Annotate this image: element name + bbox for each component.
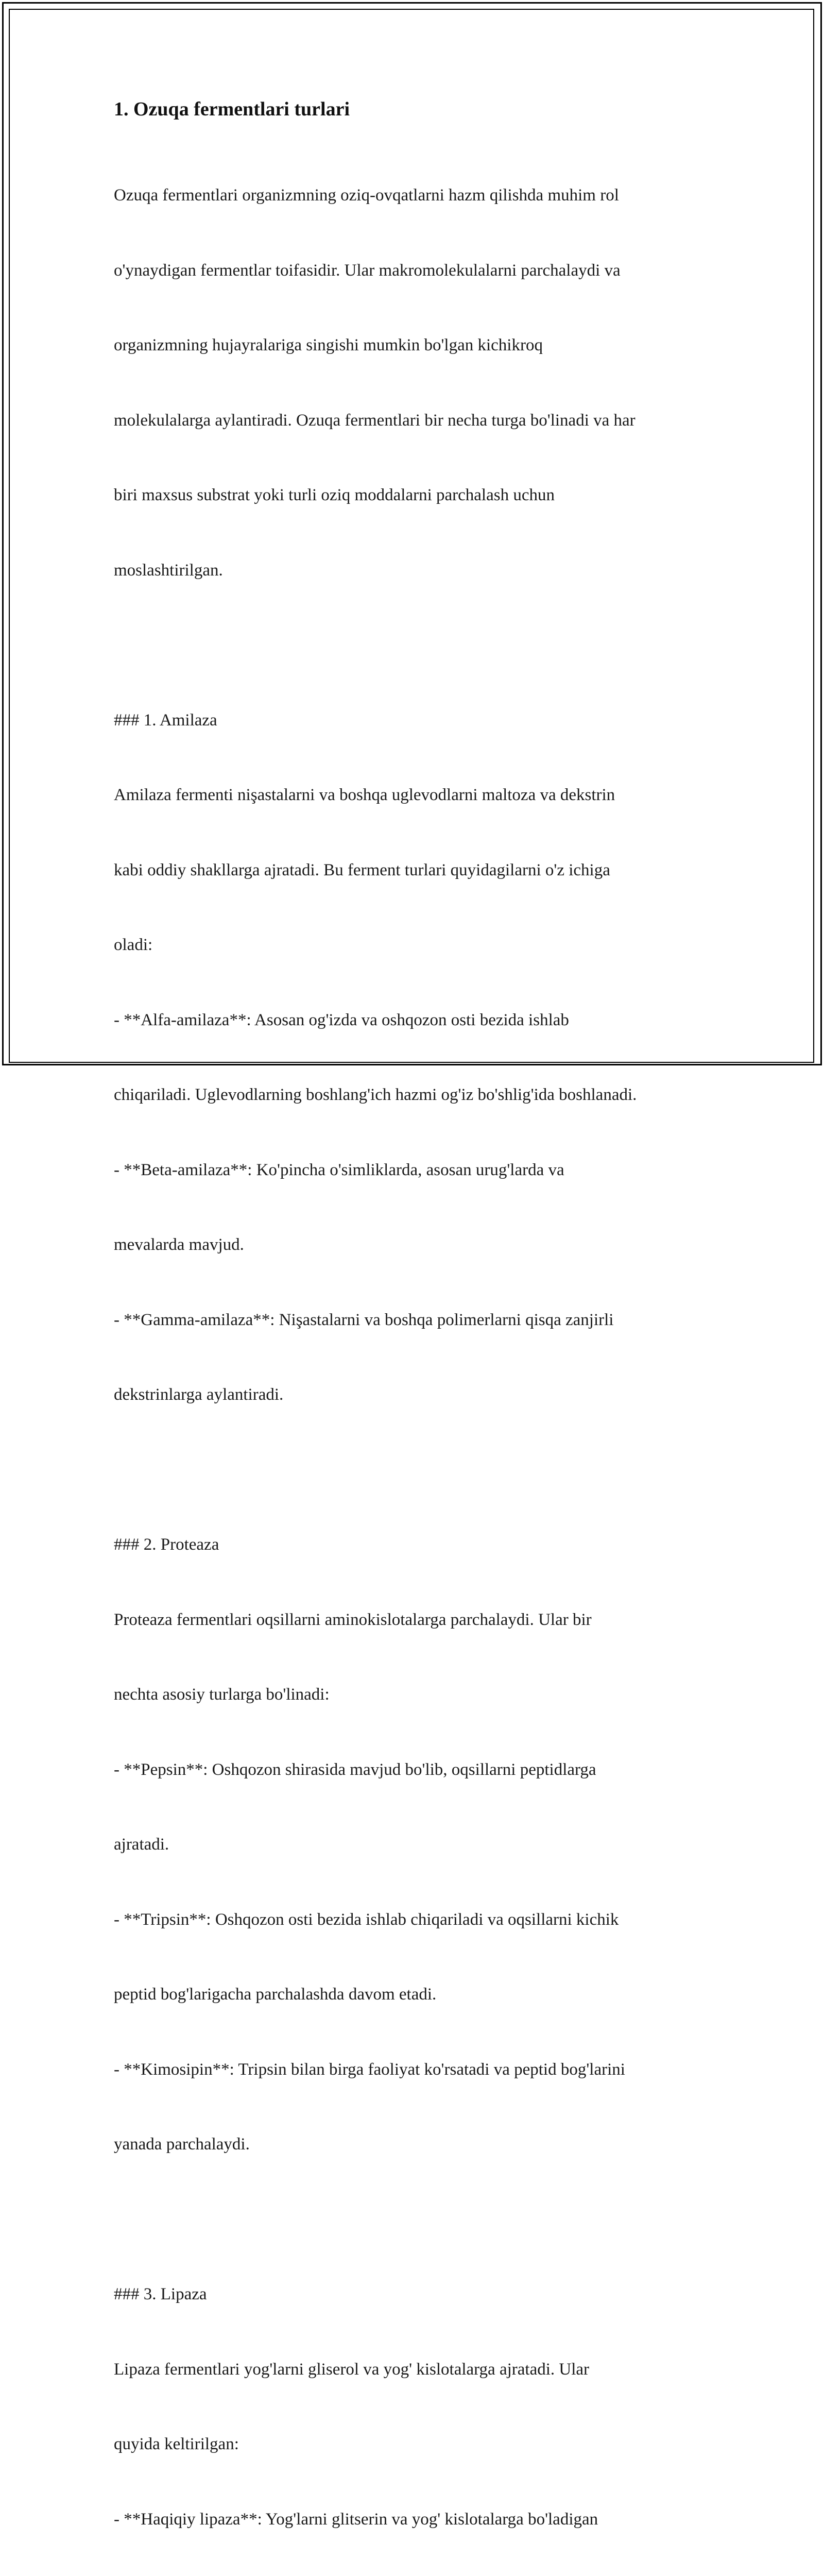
text-line: moslashtirilgan. xyxy=(114,561,223,580)
blank-line xyxy=(114,2207,706,2232)
list-item: - **Tripsin**: Oshqozon osti bezida ishlab chiqariladi va oqsillarni kichik xyxy=(114,1910,619,1929)
text-line: nechta asosiy turlarga bo'linadi: xyxy=(114,1685,330,1704)
text-line: peptid bog'larigacha parchalashda davom etadi. xyxy=(114,1985,437,2004)
text-line: chiqariladi. Uglevodlarning boshlang'ich hazmi og'iz bo'shlig'ida boshlanadi. xyxy=(114,1086,637,1104)
text-line: Lipaza fermentlari yog'larni gliserol va yog' kislotalarga ajratadi. Ular xyxy=(114,2360,590,2379)
blank-line xyxy=(114,633,706,658)
text-line: Ozuqa fermentlari organizmning oziq-ovqatlarni hazm qilishda muhim rol xyxy=(114,186,619,205)
text-line: o'ynaydigan fermentlar toifasidir. Ular makromolekulalarni parchalaydi va xyxy=(114,261,621,280)
document-text xyxy=(114,133,706,2576)
document-title: 1. Ozuqa fermentlari turlari xyxy=(114,98,350,120)
text-line: Proteaza fermentlari oqsillarni aminokislotalarga parchalaydi. Ular bir xyxy=(114,1610,592,1629)
list-item: - **Beta-amilaza**: Ko'pincha o'simliklarda, asosan urug'larda va xyxy=(114,1160,564,1179)
text-line: biri maxsus substrat yoki turli oziq moddalarni parchalash uchun xyxy=(114,486,555,504)
text-line: mevalarda mavjud. xyxy=(114,1235,244,1254)
list-item: - **Haqiqiy lipaza**: Yog'larni glitserin va yog' kislotalarga bo'ladigan xyxy=(114,2510,598,2529)
list-item: - **Gamma-amilaza**: Nişastalarni va boshqa polimerlarni qisqa zanjirli xyxy=(114,1310,614,1329)
list-item: - **Pepsin**: Oshqozon shirasida mavjud bo'lib, oqsillarni peptidlarga xyxy=(114,1760,596,1779)
section-heading: ### 2. Proteaza xyxy=(114,1535,219,1554)
text-line: dekstrinlarga aylantiradi. xyxy=(114,1385,284,1404)
blank-line xyxy=(114,1458,706,1483)
text-line: kabi oddiy shakllarga ajratadi. Bu ferment turlari quyidagilarni o'z ichiga xyxy=(114,860,610,879)
text-line: quyida keltirilgan: xyxy=(114,2435,239,2453)
list-item: - **Alfa-amilaza**: Asosan og'izda va oshqozon osti bezida ishlab xyxy=(114,1010,569,1029)
text-line: organizmning hujayralariga singishi mumkin bo'lgan kichikroq xyxy=(114,336,543,354)
document-body xyxy=(114,96,706,2576)
text-line: Amilaza fermenti nişastalarni va boshqa uglevodlarni maltoza va dekstrin xyxy=(114,786,615,804)
text-line: oladi: xyxy=(114,936,153,954)
text-line: ajratadi. xyxy=(114,1835,169,1854)
list-item: - **Kimosipin**: Tripsin bilan birga faoliyat ko'rsatadi va peptid bog'larini xyxy=(114,2060,625,2079)
section-heading: ### 3. Lipaza xyxy=(114,2285,207,2303)
text-line: yanada parchalaydi. xyxy=(114,2135,250,2154)
section-heading: ### 1. Amilaza xyxy=(114,710,217,730)
text-line: molekulalarga aylantiradi. Ozuqa fermentlari bir necha turga bo'linadi va har xyxy=(114,411,636,430)
